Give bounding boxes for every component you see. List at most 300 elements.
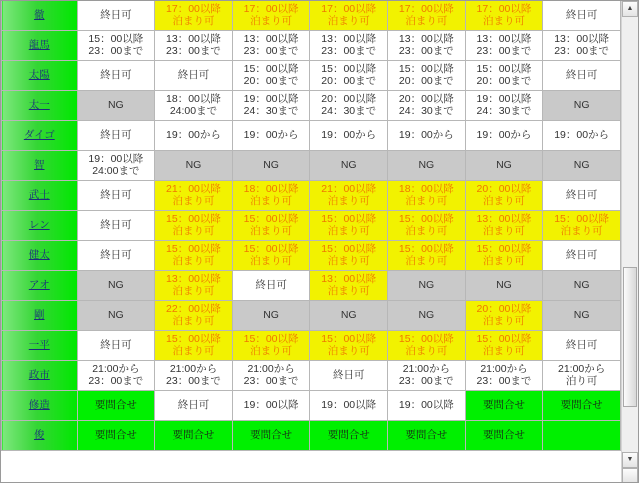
- cell-line: 15：00以降: [398, 62, 454, 75]
- availability-cell[interactable]: [388, 301, 466, 331]
- availability-cell[interactable]: [155, 121, 233, 151]
- availability-cell[interactable]: [77, 121, 155, 151]
- availability-cell[interactable]: [388, 391, 466, 421]
- availability-cell[interactable]: [155, 91, 233, 121]
- cell-line: 要問合せ: [94, 398, 137, 411]
- member-name-link[interactable]: 一平: [2, 331, 78, 361]
- cell-line: 18：00以降: [166, 92, 221, 105]
- cell-line: 19：00から: [476, 128, 532, 141]
- cell-line: 20：00以降: [476, 302, 532, 315]
- cell-line: 19：00から: [398, 128, 454, 141]
- cell-line: 泊まり可: [482, 224, 525, 237]
- availability-cell[interactable]: [232, 391, 310, 421]
- cell-line: 15：00以降: [398, 212, 454, 225]
- cell-line: 21:00から: [169, 362, 218, 375]
- member-name-link[interactable]: 政市: [2, 361, 78, 391]
- cell-line: NG: [573, 98, 590, 111]
- availability-cell[interactable]: [310, 91, 388, 121]
- availability-cell[interactable]: [155, 211, 233, 241]
- cell-line: NG: [496, 278, 512, 291]
- cell-line: NG: [107, 278, 124, 291]
- cell-line: 要問合せ: [560, 398, 603, 411]
- availability-cell[interactable]: [543, 151, 621, 181]
- cell-line: 泊まり可: [172, 314, 215, 327]
- cell-line: 21：00以降: [321, 182, 377, 195]
- availability-cell[interactable]: [310, 181, 388, 211]
- cell-line: 15：00以降: [166, 212, 221, 225]
- member-name-link[interactable]: 剛: [2, 301, 78, 331]
- cell-line: 泊まり可: [172, 344, 215, 357]
- cell-line: NG: [107, 98, 124, 111]
- availability-cell[interactable]: [155, 391, 233, 421]
- availability-cell[interactable]: [388, 241, 466, 271]
- availability-cell[interactable]: [232, 181, 310, 211]
- availability-cell[interactable]: [388, 61, 466, 91]
- availability-cell[interactable]: [465, 91, 543, 121]
- availability-cell[interactable]: [465, 361, 543, 391]
- availability-cell[interactable]: [388, 331, 466, 361]
- cell-line: NG: [573, 278, 590, 291]
- cell-line: 15：00以降: [243, 62, 299, 75]
- cell-line: 15：00以降: [243, 242, 299, 255]
- availability-cell[interactable]: [543, 121, 621, 151]
- cell-line: 終日可: [100, 338, 132, 351]
- cell-line: 泊まり可: [172, 284, 215, 297]
- cell-line: 泊まり可: [327, 344, 370, 357]
- cell-line: NG: [340, 158, 357, 171]
- availability-cell[interactable]: [388, 181, 466, 211]
- member-name-link[interactable]: アオ: [2, 271, 78, 301]
- cell-line: 23：00まで: [166, 374, 221, 387]
- availability-cell[interactable]: [388, 151, 466, 181]
- table-row: [2, 331, 621, 361]
- cell-line: NG: [340, 308, 357, 321]
- cell-line: 20：00以降: [476, 182, 532, 195]
- availability-cell[interactable]: [155, 331, 233, 361]
- cell-line: 23：00まで: [398, 44, 454, 57]
- member-name-link[interactable]: 武士: [2, 181, 78, 211]
- cell-line: 19：00から: [554, 128, 610, 141]
- scroll-up-button[interactable]: [622, 1, 638, 17]
- table-row: [2, 181, 621, 211]
- availability-cell[interactable]: [388, 211, 466, 241]
- cell-line: 18：00以降: [398, 182, 454, 195]
- cell-line: 17：00以降: [476, 2, 532, 15]
- availability-cell[interactable]: [388, 271, 466, 301]
- cell-line: 終日可: [177, 398, 210, 411]
- cell-line: NG: [263, 308, 279, 321]
- schedule-table: [1, 1, 621, 451]
- cell-line: 13：00以降: [554, 32, 610, 45]
- triangle-down-icon: ▼: [626, 456, 634, 463]
- availability-cell[interactable]: [155, 1, 233, 31]
- schedule-table-viewport[interactable]: [1, 1, 623, 483]
- availability-cell[interactable]: [77, 301, 155, 331]
- cell-line: 泊まり可: [250, 224, 293, 237]
- cell-line: 17：00以降: [243, 2, 299, 15]
- availability-cell[interactable]: [543, 301, 621, 331]
- cell-line: 23：00まで: [476, 374, 532, 387]
- cell-line: 終日可: [565, 248, 598, 261]
- table-row: [2, 91, 621, 121]
- cell-line: 終日可: [100, 248, 132, 261]
- cell-line: 19：00から: [321, 128, 377, 141]
- cell-line: 20：00まで: [321, 74, 377, 87]
- cell-line: 終日可: [565, 338, 598, 351]
- availability-cell[interactable]: [388, 1, 466, 31]
- availability-cell[interactable]: [232, 361, 310, 391]
- cell-line: 泊まり可: [560, 224, 603, 237]
- availability-cell[interactable]: [310, 151, 388, 181]
- availability-cell[interactable]: [310, 31, 388, 61]
- availability-cell[interactable]: [155, 301, 233, 331]
- cell-line: 15：00以降: [321, 212, 377, 225]
- availability-cell[interactable]: [388, 361, 466, 391]
- cell-line: 18：00以降: [243, 182, 299, 195]
- availability-cell[interactable]: [232, 91, 310, 121]
- cell-line: 24：30まで: [476, 104, 532, 117]
- table-row: [2, 211, 621, 241]
- table-row: [2, 1, 621, 31]
- availability-cell[interactable]: [465, 151, 543, 181]
- cell-line: 13：00以降: [321, 32, 377, 45]
- availability-cell[interactable]: [543, 241, 621, 271]
- cell-line: 13：00以降: [243, 32, 299, 45]
- cell-line: 22：00以降: [166, 302, 221, 315]
- cell-line: 13：00以降: [476, 212, 532, 225]
- cell-line: 15：00以降: [166, 242, 221, 255]
- cell-line: 19：00以降: [243, 92, 299, 105]
- cell-line: 15：00以降: [554, 212, 610, 225]
- availability-cell[interactable]: [543, 211, 621, 241]
- cell-line: NG: [263, 158, 279, 171]
- availability-cell[interactable]: [465, 421, 543, 451]
- availability-cell[interactable]: [465, 31, 543, 61]
- table-row: [2, 151, 621, 181]
- availability-cell[interactable]: [465, 61, 543, 91]
- availability-cell[interactable]: [465, 211, 543, 241]
- availability-cell[interactable]: [155, 61, 233, 91]
- table-row: [2, 271, 621, 301]
- availability-cell[interactable]: [232, 31, 310, 61]
- availability-cell[interactable]: [77, 151, 155, 181]
- availability-cell[interactable]: [310, 1, 388, 31]
- member-name-link[interactable]: ダイゴ: [2, 121, 78, 151]
- cell-line: 24:00まで: [92, 164, 140, 177]
- cell-line: 要問合せ: [327, 428, 370, 441]
- availability-cell[interactable]: [543, 331, 621, 361]
- cell-line: 泊まり可: [250, 194, 293, 207]
- cell-line: 終日可: [565, 8, 598, 21]
- cell-line: 17：00以降: [398, 2, 454, 15]
- cell-line: NG: [107, 308, 124, 321]
- cell-line: 21:00から: [558, 362, 606, 375]
- cell-line: 21:00から: [402, 362, 450, 375]
- cell-line: 13：00以降: [321, 272, 377, 285]
- cell-line: 21：00以降: [166, 182, 221, 195]
- cell-line: 泊まり可: [405, 344, 448, 357]
- cell-line: 泊まり可: [327, 254, 370, 267]
- cell-line: 15：00以降: [88, 32, 144, 45]
- cell-line: 泊まり可: [250, 14, 293, 27]
- cell-line: 終日可: [100, 188, 132, 201]
- availability-cell[interactable]: [543, 61, 621, 91]
- member-name-link[interactable]: 健太: [2, 241, 78, 271]
- availability-cell[interactable]: [388, 121, 466, 151]
- availability-cell[interactable]: [465, 1, 543, 31]
- cell-line: 泊まり可: [482, 194, 525, 207]
- availability-cell[interactable]: [77, 391, 155, 421]
- cell-line: 泊まり可: [327, 224, 370, 237]
- availability-cell[interactable]: [232, 151, 310, 181]
- cell-line: 泊まり可: [250, 344, 293, 357]
- availability-cell[interactable]: [388, 31, 466, 61]
- availability-cell[interactable]: [155, 361, 233, 391]
- cell-line: 終日可: [100, 68, 132, 81]
- cell-line: 泊まり可: [172, 254, 215, 267]
- cell-line: 15：00以降: [321, 242, 377, 255]
- availability-cell[interactable]: [232, 61, 310, 91]
- availability-cell[interactable]: [310, 241, 388, 271]
- availability-cell[interactable]: [310, 211, 388, 241]
- availability-cell[interactable]: [155, 31, 233, 61]
- availability-cell[interactable]: [310, 271, 388, 301]
- cell-line: 23：00まで: [88, 374, 144, 387]
- availability-cell[interactable]: [232, 241, 310, 271]
- cell-line: 泊まり可: [482, 14, 525, 27]
- table-row: [2, 121, 621, 151]
- cell-line: NG: [418, 158, 435, 171]
- availability-cell[interactable]: [465, 121, 543, 151]
- table-row: [2, 61, 621, 91]
- availability-cell[interactable]: [465, 301, 543, 331]
- availability-cell[interactable]: [465, 181, 543, 211]
- scroll-down-button[interactable]: [622, 452, 638, 468]
- table-row: [2, 361, 621, 391]
- cell-line: 23：00まで: [166, 44, 221, 57]
- cell-line: 13：00以降: [398, 32, 454, 45]
- availability-cell[interactable]: [465, 331, 543, 361]
- availability-cell[interactable]: [543, 1, 621, 31]
- availability-cell[interactable]: [155, 181, 233, 211]
- cell-line: 19：00から: [243, 128, 299, 141]
- cell-line: 要問合せ: [250, 428, 293, 441]
- cell-line: 15：00以降: [243, 212, 299, 225]
- member-name-link[interactable]: 太陽: [2, 61, 78, 91]
- availability-cell[interactable]: [465, 271, 543, 301]
- cell-line: 21:00から: [247, 362, 295, 375]
- availability-cell[interactable]: [77, 211, 155, 241]
- cell-line: 要問合せ: [482, 398, 525, 411]
- cell-line: 13：00以降: [166, 272, 221, 285]
- table-row: [2, 391, 621, 421]
- availability-cell[interactable]: [543, 31, 621, 61]
- cell-line: 要問合せ: [405, 428, 448, 441]
- scrollbar-corner: [622, 468, 638, 483]
- table-row: [2, 31, 621, 61]
- cell-line: 23：00まで: [243, 374, 299, 387]
- availability-cell[interactable]: [310, 391, 388, 421]
- cell-line: 17：00以降: [166, 2, 221, 15]
- cell-line: NG: [573, 158, 590, 171]
- cell-line: 19：00以降: [243, 398, 299, 411]
- vertical-scrollbar[interactable]: [621, 1, 638, 483]
- cell-line: 泊まり可: [172, 194, 215, 207]
- availability-cell[interactable]: [155, 271, 233, 301]
- cell-line: 23：00まで: [476, 44, 532, 57]
- cell-line: 21:00から: [480, 362, 528, 375]
- cell-line: 終日可: [100, 128, 132, 141]
- cell-line: 泊まり可: [482, 314, 525, 327]
- cell-line: 泊まり可: [482, 344, 525, 357]
- cell-line: 泊まり可: [327, 194, 370, 207]
- availability-cell[interactable]: [465, 391, 543, 421]
- member-name-link[interactable]: 徹: [2, 1, 78, 31]
- cell-line: NG: [496, 158, 512, 171]
- availability-cell[interactable]: [232, 271, 310, 301]
- member-name-link[interactable]: 修造: [2, 391, 78, 421]
- cell-line: 終日可: [332, 368, 365, 381]
- member-name-link[interactable]: 龍馬: [2, 31, 78, 61]
- availability-cell[interactable]: [77, 31, 155, 61]
- table-row: [2, 241, 621, 271]
- scrollbar-thumb[interactable]: [623, 267, 637, 407]
- cell-line: 15：00以降: [321, 332, 377, 345]
- cell-line: 15：00以降: [398, 332, 454, 345]
- cell-line: 15：00以降: [321, 62, 377, 75]
- availability-cell[interactable]: [310, 301, 388, 331]
- cell-line: NG: [573, 308, 590, 321]
- cell-line: 泊まり可: [405, 14, 448, 27]
- cell-line: 23：00まで: [554, 44, 610, 57]
- cell-line: 17：00以降: [321, 2, 377, 15]
- availability-cell[interactable]: [155, 151, 233, 181]
- cell-line: 15：00以降: [243, 332, 299, 345]
- cell-line: 20：00まで: [476, 74, 532, 87]
- availability-cell[interactable]: [465, 241, 543, 271]
- cell-line: 24：30まで: [243, 104, 299, 117]
- cell-line: 20：00まで: [243, 74, 299, 87]
- table-row: [2, 301, 621, 331]
- cell-line: NG: [418, 278, 435, 291]
- availability-cell[interactable]: [232, 211, 310, 241]
- cell-line: 要問合せ: [94, 428, 137, 441]
- cell-line: 24：30まで: [321, 104, 377, 117]
- availability-cell[interactable]: [388, 91, 466, 121]
- cell-line: 20：00まで: [398, 74, 454, 87]
- cell-line: 23：00まで: [88, 44, 144, 57]
- member-name-link[interactable]: 俊: [2, 421, 78, 451]
- cell-line: 要問合せ: [172, 428, 215, 441]
- cell-line: 20：00以降: [398, 92, 454, 105]
- cell-line: 19：00以降: [398, 398, 454, 411]
- cell-line: 終日可: [177, 68, 210, 81]
- member-name-link[interactable]: 智: [2, 151, 78, 181]
- cell-line: 15：00以降: [476, 332, 532, 345]
- cell-line: 15：00以降: [398, 242, 454, 255]
- availability-cell[interactable]: [232, 121, 310, 151]
- cell-line: 15：00以降: [476, 242, 532, 255]
- availability-cell[interactable]: [77, 421, 155, 451]
- cell-line: 20：00以降: [321, 92, 377, 105]
- availability-cell[interactable]: [77, 331, 155, 361]
- availability-cell[interactable]: [77, 181, 155, 211]
- cell-line: 19：00以降: [321, 398, 377, 411]
- availability-cell[interactable]: [155, 241, 233, 271]
- availability-cell[interactable]: [310, 361, 388, 391]
- availability-cell[interactable]: [77, 91, 155, 121]
- cell-line: 終日可: [565, 68, 598, 81]
- availability-cell[interactable]: [155, 421, 233, 451]
- member-name-link[interactable]: 太一: [2, 91, 78, 121]
- availability-cell[interactable]: [388, 421, 466, 451]
- cell-line: 泊まり可: [250, 254, 293, 267]
- availability-cell[interactable]: [543, 361, 621, 391]
- cell-line: 泊まり可: [172, 224, 215, 237]
- schedule-table-body: [2, 1, 621, 451]
- cell-line: NG: [185, 158, 202, 171]
- cell-line: 19：00から: [166, 128, 221, 141]
- availability-cell[interactable]: [543, 391, 621, 421]
- cell-line: 23：00まで: [321, 44, 377, 57]
- triangle-up-icon: ▲: [626, 5, 634, 12]
- cell-line: 19：00以降: [88, 152, 144, 165]
- cell-line: 21:00から: [92, 362, 140, 375]
- cell-line: 泊まり可: [405, 224, 448, 237]
- availability-cell[interactable]: [77, 271, 155, 301]
- availability-cell[interactable]: [232, 331, 310, 361]
- availability-cell[interactable]: [543, 181, 621, 211]
- availability-cell[interactable]: [310, 331, 388, 361]
- cell-line: 13：00以降: [166, 32, 221, 45]
- availability-cell[interactable]: [543, 91, 621, 121]
- availability-cell[interactable]: [543, 271, 621, 301]
- availability-cell[interactable]: [232, 1, 310, 31]
- cell-line: 泊まり可: [482, 254, 525, 267]
- availability-cell[interactable]: [310, 61, 388, 91]
- availability-cell[interactable]: [310, 121, 388, 151]
- availability-cell[interactable]: [77, 361, 155, 391]
- cell-line: 15：00以降: [166, 332, 221, 345]
- cell-line: 24:00まで: [169, 104, 218, 117]
- cell-line: 終日可: [255, 278, 287, 291]
- cell-line: 泊まり可: [405, 194, 448, 207]
- cell-line: 13：00以降: [476, 32, 532, 45]
- cell-line: 泊まり可: [327, 14, 370, 27]
- availability-cell[interactable]: [77, 241, 155, 271]
- cell-line: 泊まり可: [327, 284, 370, 297]
- availability-cell[interactable]: [310, 421, 388, 451]
- availability-cell[interactable]: [77, 1, 155, 31]
- cell-line: NG: [418, 308, 435, 321]
- availability-cell[interactable]: [543, 421, 621, 451]
- cell-line: 23：00まで: [243, 44, 299, 57]
- cell-line: 終日可: [100, 218, 132, 231]
- cell-line: 泊り可: [565, 374, 598, 387]
- availability-cell[interactable]: [232, 301, 310, 331]
- table-row: [2, 421, 621, 451]
- cell-line: 泊まり可: [405, 254, 448, 267]
- availability-cell[interactable]: [77, 61, 155, 91]
- cell-line: 24：30まで: [398, 104, 454, 117]
- cell-line: 19：00以降: [476, 92, 532, 105]
- cell-line: 泊まり可: [172, 14, 215, 27]
- cell-line: 要問合せ: [482, 428, 525, 441]
- availability-cell[interactable]: [232, 421, 310, 451]
- cell-line: 終日可: [100, 8, 132, 21]
- scrollbar-track[interactable]: [622, 17, 638, 452]
- member-name-link[interactable]: レン: [2, 211, 78, 241]
